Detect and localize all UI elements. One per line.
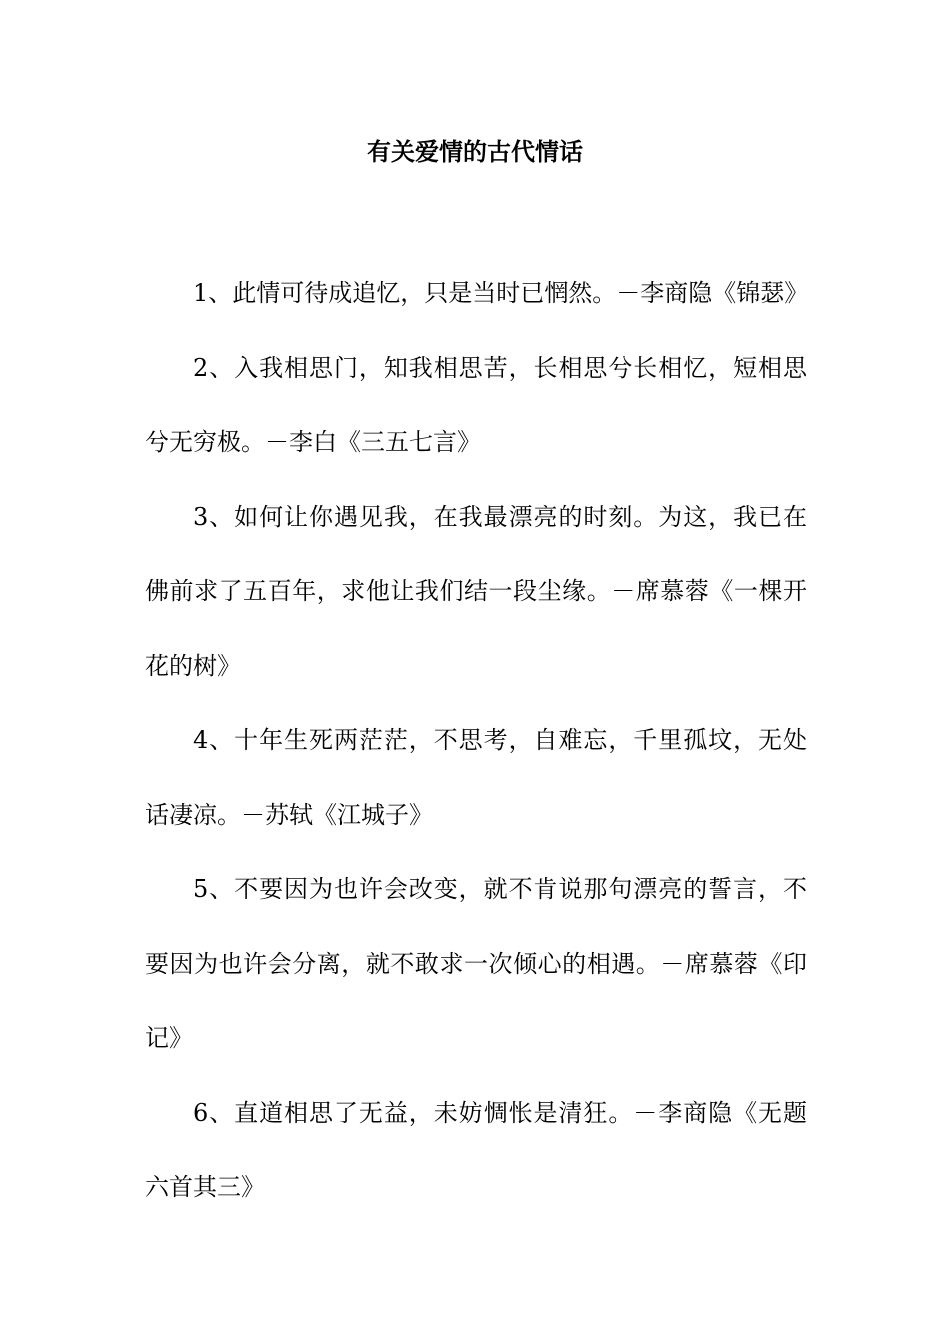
quote-paragraph-4: 4、十年生死两茫茫，不思考，自难忘，千里孤坟，无处话凄凉。－苏轼《江城子》	[145, 726, 807, 829]
quote-paragraph-5: 5、不要因为也许会改变，就不肯说那句漂亮的誓言，不要因为也许会分离，就不敢求一次倾心的相遇。－席慕蓉《印记》	[145, 875, 807, 1052]
quote-paragraph-3: 3、如何让你遇见我，在我最漂亮的时刻。为这，我已在佛前求了五百年，求他让我们结一段尘缘。－席慕蓉《一棵开花的树》	[145, 502, 807, 680]
quote-paragraph-1: 1、此情可待成追忆，只是当时已惘然。－李商隐《锦瑟》	[193, 279, 809, 307]
quote-paragraph-6: 6、直道相思了无益，未妨惆怅是清狂。－李商隐《无题六首其三》	[145, 1098, 807, 1201]
document-title: 有关爱情的古代情话	[367, 138, 583, 166]
quote-paragraph-2: 2、入我相思门，知我相思苦，长相思兮长相忆，短相思兮无穷极。－李白《三五七言》	[145, 353, 807, 456]
document-body	[145, 256, 807, 1225]
